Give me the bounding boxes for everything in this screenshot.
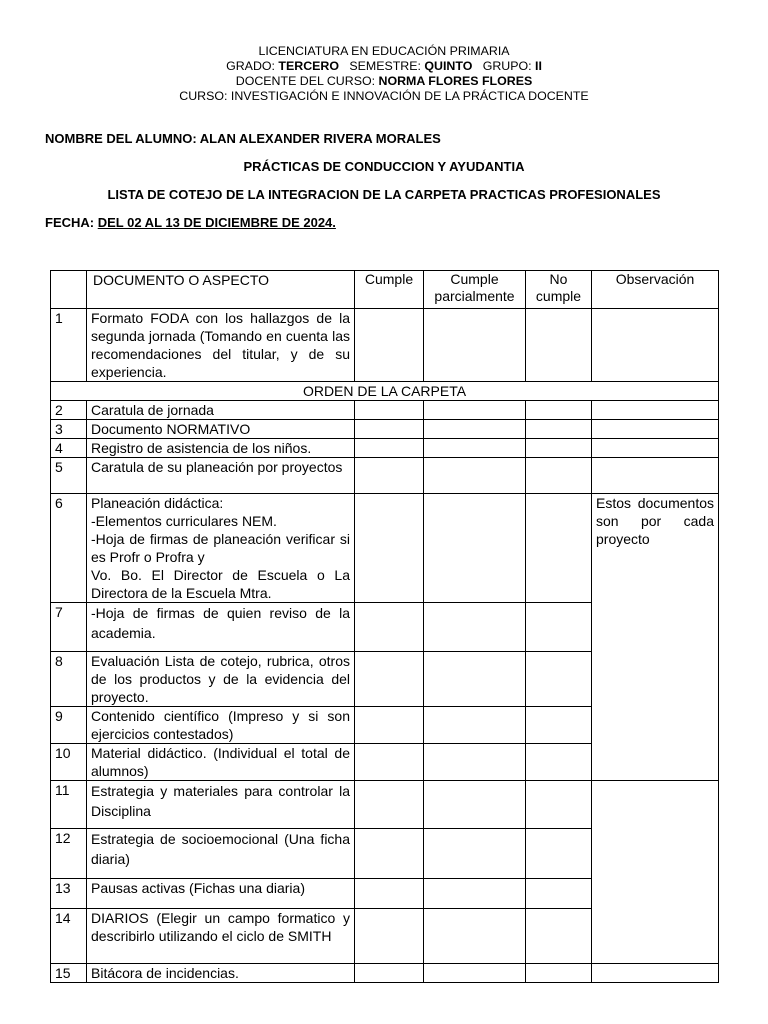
cell-cumple-parcialmente[interactable] bbox=[424, 781, 526, 829]
header-cumple: Cumple bbox=[355, 271, 424, 309]
cell-no-cumple[interactable] bbox=[526, 420, 592, 439]
row-text: Evaluación Lista de cotejo, rubrica, otros de los productos y de la evidencia del proyecto. bbox=[87, 652, 355, 707]
row-number: 11 bbox=[51, 781, 87, 829]
header-grado-line bbox=[0, 59, 768, 74]
cell-cumple-parcialmente[interactable] bbox=[424, 652, 526, 707]
grupo-value: II bbox=[535, 59, 542, 73]
row-number: 9 bbox=[51, 707, 87, 744]
cell-cumple[interactable] bbox=[355, 707, 424, 744]
row-text-line: -Hoja de firmas de planeación verificar si es Profr o Profra y bbox=[91, 531, 350, 565]
cell-cumple[interactable] bbox=[355, 964, 424, 983]
table-row bbox=[51, 781, 719, 829]
table-row bbox=[51, 309, 719, 382]
header-cumple-parcialmente: Cumple parcialmente bbox=[424, 271, 526, 309]
cell-no-cumple[interactable] bbox=[526, 458, 592, 494]
cell-observacion[interactable] bbox=[592, 401, 719, 420]
row-number: 2 bbox=[51, 401, 87, 420]
cell-no-cumple[interactable] bbox=[526, 829, 592, 879]
cell-cumple-parcialmente[interactable] bbox=[424, 744, 526, 781]
practicas-title: PRÁCTICAS DE CONDUCCION Y AYUDANTIA bbox=[243, 159, 525, 174]
row-number: 4 bbox=[51, 439, 87, 458]
cell-observacion[interactable] bbox=[592, 309, 719, 382]
cell-no-cumple[interactable] bbox=[526, 494, 592, 603]
lista-title: LISTA DE COTEJO DE LA INTEGRACION DE LA CARPETA PRACTICAS PROFESIONALES bbox=[107, 187, 661, 202]
table-header-row bbox=[51, 271, 719, 309]
table-row bbox=[51, 458, 719, 494]
cell-cumple[interactable] bbox=[355, 744, 424, 781]
semestre-label: SEMESTRE: bbox=[349, 59, 425, 73]
row-number: 1 bbox=[51, 309, 87, 382]
cell-cumple[interactable] bbox=[355, 603, 424, 652]
cell-cumple-parcialmente[interactable] bbox=[424, 420, 526, 439]
row-text: Contenido científico (Impreso y si son ejercicios contestados) bbox=[87, 707, 355, 744]
row-number: 14 bbox=[51, 909, 87, 964]
row-number: 12 bbox=[51, 829, 87, 879]
cell-observacion[interactable] bbox=[592, 964, 719, 983]
cell-cumple-parcialmente[interactable] bbox=[424, 439, 526, 458]
cell-observacion[interactable] bbox=[592, 781, 719, 964]
row-text-line: -Elementos curriculares NEM. bbox=[91, 513, 277, 529]
row-text: Registro de asistencia de los niños. bbox=[87, 439, 355, 458]
header-num bbox=[51, 271, 87, 309]
table-row bbox=[51, 964, 719, 983]
header-observacion: Observación bbox=[592, 271, 719, 309]
cell-cumple[interactable] bbox=[355, 401, 424, 420]
observacion-por-proyecto: Estos documentos son por cada proyecto bbox=[592, 494, 719, 781]
row-text-line: Vo. Bo. El Director de Escuela o La Directora de la Escuela Mtra. bbox=[91, 567, 350, 601]
cell-no-cumple[interactable] bbox=[526, 964, 592, 983]
row-number: 13 bbox=[51, 879, 87, 909]
row-text: Caratula de su planeación por proyectos bbox=[87, 458, 355, 494]
row-text: Bitácora de incidencias. bbox=[87, 964, 355, 983]
student-label: NOMBRE DEL ALUMNO: bbox=[45, 131, 200, 146]
cell-no-cumple[interactable] bbox=[526, 879, 592, 909]
cell-cumple[interactable] bbox=[355, 458, 424, 494]
fecha-value: DEL 02 AL 13 DE DICIEMBRE DE 2024. bbox=[97, 215, 336, 230]
cell-cumple-parcialmente[interactable] bbox=[424, 829, 526, 879]
cell-observacion[interactable] bbox=[592, 420, 719, 439]
docente-label: DOCENTE DEL CURSO: bbox=[235, 74, 379, 88]
cell-no-cumple[interactable] bbox=[526, 309, 592, 382]
cell-cumple[interactable] bbox=[355, 781, 424, 829]
cell-no-cumple[interactable] bbox=[526, 439, 592, 458]
cell-cumple-parcialmente[interactable] bbox=[424, 879, 526, 909]
cell-cumple-parcialmente[interactable] bbox=[424, 401, 526, 420]
row-text: Documento NORMATIVO bbox=[87, 420, 355, 439]
cell-no-cumple[interactable] bbox=[526, 652, 592, 707]
header-docente-line bbox=[0, 74, 768, 89]
table-row bbox=[51, 420, 719, 439]
cell-cumple[interactable] bbox=[355, 439, 424, 458]
cell-cumple[interactable] bbox=[355, 829, 424, 879]
header-documento: DOCUMENTO O ASPECTO bbox=[87, 271, 355, 309]
section-orden-carpeta: ORDEN DE LA CARPETA bbox=[51, 382, 719, 401]
cell-observacion[interactable] bbox=[592, 439, 719, 458]
row-number: 7 bbox=[51, 603, 87, 652]
row-number: 6 bbox=[51, 494, 87, 603]
row-number: 8 bbox=[51, 652, 87, 707]
grado-value: TERCERO bbox=[278, 59, 340, 73]
cell-cumple-parcialmente[interactable] bbox=[424, 458, 526, 494]
cell-no-cumple[interactable] bbox=[526, 603, 592, 652]
grupo-label: GRUPO: bbox=[482, 59, 536, 73]
row-number: 3 bbox=[51, 420, 87, 439]
cell-cumple-parcialmente[interactable] bbox=[424, 909, 526, 964]
semestre-value: QUINTO bbox=[424, 59, 473, 73]
cell-cumple-parcialmente[interactable] bbox=[424, 309, 526, 382]
cell-cumple[interactable] bbox=[355, 909, 424, 964]
row-text: DIARIOS (Elegir un campo formatico y describirlo utilizando el ciclo de SMITH bbox=[87, 909, 355, 964]
row-text: Material didáctico. (Individual el total de alumnos) bbox=[87, 744, 355, 781]
cell-no-cumple[interactable] bbox=[526, 781, 592, 829]
cell-cumple-parcialmente[interactable] bbox=[424, 494, 526, 603]
grado-label: GRADO: bbox=[226, 59, 279, 73]
cell-cumple[interactable] bbox=[355, 879, 424, 909]
row-text: Formato FODA con los hallazgos de la segunda jornada (Tomando en cuenta las recomendaciones del titular, y de su experiencia. bbox=[87, 309, 355, 382]
cell-no-cumple[interactable] bbox=[526, 909, 592, 964]
row-number: 5 bbox=[51, 458, 87, 494]
header-no-cumple: No cumple bbox=[526, 271, 592, 309]
student-name: ALAN ALEXANDER RIVERA MORALES bbox=[199, 131, 441, 146]
row-number: 15 bbox=[51, 964, 87, 983]
cell-cumple-parcialmente[interactable] bbox=[424, 707, 526, 744]
header-licenciatura: LICENCIATURA EN EDUCACIÓN PRIMARIA bbox=[258, 44, 510, 58]
cell-no-cumple[interactable] bbox=[526, 707, 592, 744]
cell-no-cumple[interactable] bbox=[526, 744, 592, 781]
cell-no-cumple[interactable] bbox=[526, 401, 592, 420]
row-text: -Hoja de firmas de quien reviso de la academia. bbox=[87, 603, 355, 652]
cell-cumple[interactable] bbox=[355, 494, 424, 603]
row-text: Estrategia y materiales para controlar la Disciplina bbox=[87, 781, 355, 829]
checklist-table bbox=[50, 270, 719, 983]
cell-cumple-parcialmente[interactable] bbox=[424, 964, 526, 983]
row-text bbox=[87, 494, 355, 603]
row-text-line: Planeación didáctica: bbox=[91, 495, 224, 511]
cell-cumple[interactable] bbox=[355, 420, 424, 439]
row-number: 10 bbox=[51, 744, 87, 781]
row-text: Caratula de jornada bbox=[87, 401, 355, 420]
cell-cumple[interactable] bbox=[355, 309, 424, 382]
row-text: Estrategia de socioemocional (Una ficha diaria) bbox=[87, 829, 355, 879]
fecha-label: FECHA: bbox=[45, 215, 98, 230]
table-row bbox=[51, 439, 719, 458]
row-text: Pausas activas (Fichas una diaria) bbox=[87, 879, 355, 909]
fecha-line bbox=[45, 215, 336, 230]
document-header bbox=[0, 44, 768, 104]
cell-observacion[interactable] bbox=[592, 458, 719, 494]
table-row bbox=[51, 494, 719, 603]
cell-cumple-parcialmente[interactable] bbox=[424, 603, 526, 652]
cell-cumple[interactable] bbox=[355, 652, 424, 707]
section-row bbox=[51, 382, 719, 401]
docente-value: NORMA FLORES FLORES bbox=[378, 74, 533, 88]
student-name-line bbox=[45, 131, 441, 146]
table-row bbox=[51, 401, 719, 420]
header-curso: CURSO: INVESTIGACIÓN E INNOVACIÓN DE LA PRÁCTICA DOCENTE bbox=[179, 89, 589, 103]
